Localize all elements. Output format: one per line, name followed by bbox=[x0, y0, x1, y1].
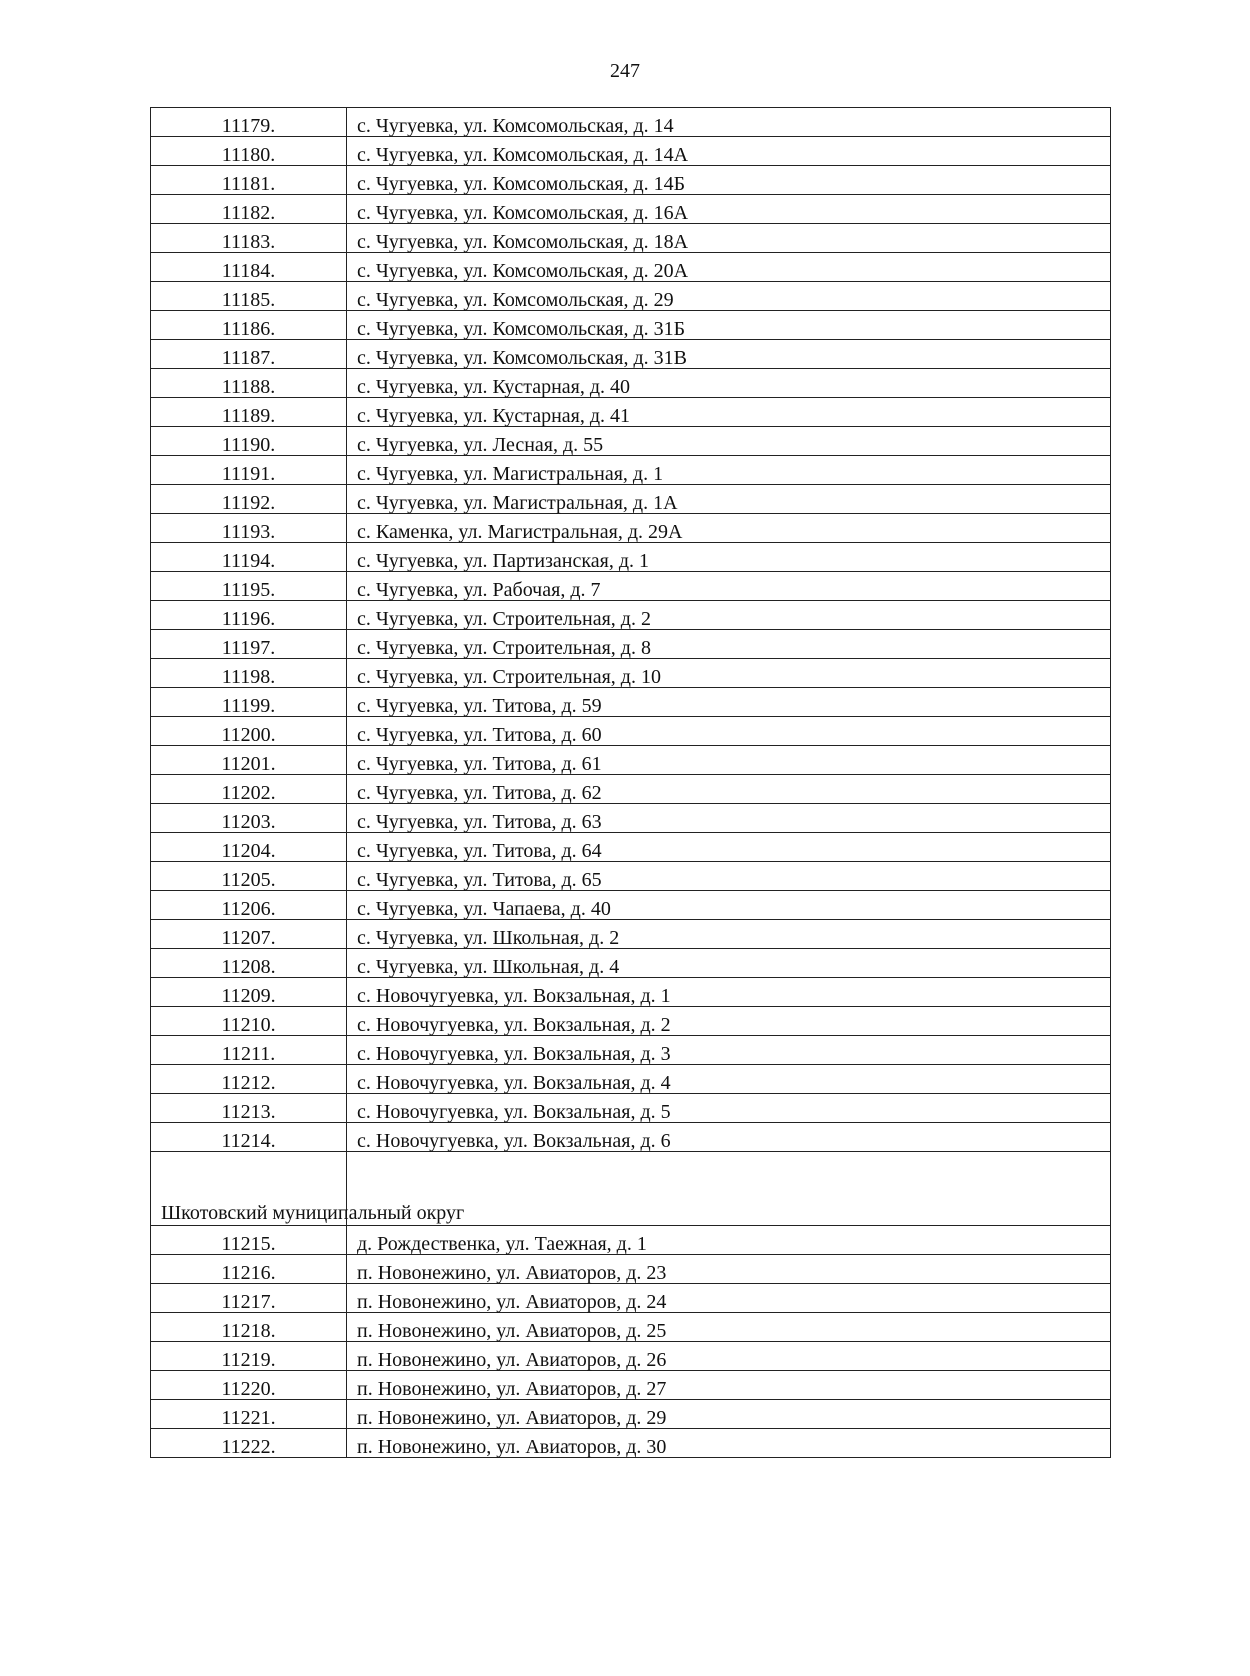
row-number: 11221. bbox=[151, 1400, 347, 1429]
row-address: п. Новонежино, ул. Авиаторов, д. 23 bbox=[347, 1255, 1111, 1284]
row-address: п. Новонежино, ул. Авиаторов, д. 30 bbox=[347, 1429, 1111, 1458]
row-address: с. Чугуевка, ул. Титова, д. 65 bbox=[347, 862, 1111, 891]
row-address: с. Новочугуевка, ул. Вокзальная, д. 4 bbox=[347, 1065, 1111, 1094]
table-row bbox=[151, 862, 1111, 891]
row-address: с. Чугуевка, ул. Партизанская, д. 1 bbox=[347, 543, 1111, 572]
row-address: с. Чугуевка, ул. Строительная, д. 2 bbox=[347, 601, 1111, 630]
section-header-row-group bbox=[151, 1152, 1111, 1226]
row-number: 11187. bbox=[151, 340, 347, 369]
row-number: 11212. bbox=[151, 1065, 347, 1094]
row-number: 11191. bbox=[151, 456, 347, 485]
row-address: с. Новочугуевка, ул. Вокзальная, д. 5 bbox=[347, 1094, 1111, 1123]
table-row bbox=[151, 688, 1111, 717]
row-address: с. Чугуевка, ул. Магистральная, д. 1 bbox=[347, 456, 1111, 485]
row-address: с. Чугуевка, ул. Титова, д. 63 bbox=[347, 804, 1111, 833]
table-row bbox=[151, 1007, 1111, 1036]
row-address: с. Чугуевка, ул. Чапаева, д. 40 bbox=[347, 891, 1111, 920]
row-number: 11204. bbox=[151, 833, 347, 862]
row-number: 11217. bbox=[151, 1284, 347, 1313]
row-number: 11197. bbox=[151, 630, 347, 659]
table-row bbox=[151, 659, 1111, 688]
table-row bbox=[151, 108, 1111, 137]
row-number: 11213. bbox=[151, 1094, 347, 1123]
table-row bbox=[151, 891, 1111, 920]
row-address: с. Чугуевка, ул. Комсомольская, д. 31В bbox=[347, 340, 1111, 369]
table-row bbox=[151, 369, 1111, 398]
row-number: 11220. bbox=[151, 1371, 347, 1400]
row-number: 11182. bbox=[151, 195, 347, 224]
table-row bbox=[151, 1429, 1111, 1458]
row-address: с. Новочугуевка, ул. Вокзальная, д. 1 bbox=[347, 978, 1111, 1007]
row-address: с. Чугуевка, ул. Титова, д. 62 bbox=[347, 775, 1111, 804]
table-row bbox=[151, 224, 1111, 253]
row-number: 11180. bbox=[151, 137, 347, 166]
row-number: 11218. bbox=[151, 1313, 347, 1342]
table-row bbox=[151, 1094, 1111, 1123]
row-address: п. Новонежино, ул. Авиаторов, д. 26 bbox=[347, 1342, 1111, 1371]
row-address: с. Чугуевка, ул. Титова, д. 59 bbox=[347, 688, 1111, 717]
table-row bbox=[151, 253, 1111, 282]
row-number: 11214. bbox=[151, 1123, 347, 1152]
row-number: 11196. bbox=[151, 601, 347, 630]
row-address: п. Новонежино, ул. Авиаторов, д. 25 bbox=[347, 1313, 1111, 1342]
table-row bbox=[151, 804, 1111, 833]
table-row bbox=[151, 427, 1111, 456]
row-number: 11184. bbox=[151, 253, 347, 282]
table-row bbox=[151, 1036, 1111, 1065]
row-address: с. Чугуевка, ул. Титова, д. 60 bbox=[347, 717, 1111, 746]
section-row bbox=[151, 1152, 1111, 1226]
row-number: 11189. bbox=[151, 398, 347, 427]
table-row bbox=[151, 485, 1111, 514]
table-row bbox=[151, 1123, 1111, 1152]
page-number: 247 bbox=[610, 60, 640, 82]
row-number: 11205. bbox=[151, 862, 347, 891]
table-row bbox=[151, 1400, 1111, 1429]
table-row bbox=[151, 1065, 1111, 1094]
row-address: с. Новочугуевка, ул. Вокзальная, д. 2 bbox=[347, 1007, 1111, 1036]
row-address: с. Чугуевка, ул. Кустарная, д. 41 bbox=[347, 398, 1111, 427]
row-number: 11188. bbox=[151, 369, 347, 398]
row-number: 11222. bbox=[151, 1429, 347, 1458]
row-number: 11211. bbox=[151, 1036, 347, 1065]
row-number: 11207. bbox=[151, 920, 347, 949]
address-table bbox=[150, 107, 1111, 1458]
row-address: п. Новонежино, ул. Авиаторов, д. 29 bbox=[347, 1400, 1111, 1429]
table-row bbox=[151, 833, 1111, 862]
row-address: с. Чугуевка, ул. Комсомольская, д. 14Б bbox=[347, 166, 1111, 195]
row-address: с. Чугуевка, ул. Комсомольская, д. 14А bbox=[347, 137, 1111, 166]
row-address: с. Чугуевка, ул. Строительная, д. 8 bbox=[347, 630, 1111, 659]
row-number: 11198. bbox=[151, 659, 347, 688]
row-number: 11183. bbox=[151, 224, 347, 253]
row-address: с. Чугуевка, ул. Комсомольская, д. 18А bbox=[347, 224, 1111, 253]
table-row bbox=[151, 282, 1111, 311]
row-number: 11181. bbox=[151, 166, 347, 195]
row-number: 11209. bbox=[151, 978, 347, 1007]
table-row bbox=[151, 920, 1111, 949]
row-number: 11186. bbox=[151, 311, 347, 340]
row-number: 11208. bbox=[151, 949, 347, 978]
row-number: 11216. bbox=[151, 1255, 347, 1284]
row-number: 11195. bbox=[151, 572, 347, 601]
table-row bbox=[151, 1284, 1111, 1313]
table-row bbox=[151, 978, 1111, 1007]
row-address: с. Чугуевка, ул. Кустарная, д. 40 bbox=[347, 369, 1111, 398]
table-row bbox=[151, 543, 1111, 572]
table-row bbox=[151, 311, 1111, 340]
table-row bbox=[151, 1371, 1111, 1400]
row-number: 11203. bbox=[151, 804, 347, 833]
row-number: 11179. bbox=[151, 108, 347, 137]
row-number: 11193. bbox=[151, 514, 347, 543]
row-address: с. Каменка, ул. Магистральная, д. 29А bbox=[347, 514, 1111, 543]
table-row bbox=[151, 166, 1111, 195]
row-number: 11215. bbox=[151, 1226, 347, 1255]
row-address: с. Чугуевка, ул. Титова, д. 61 bbox=[347, 746, 1111, 775]
section-label-shkotovsky: Шкотовский муниципальный округ bbox=[151, 1152, 347, 1226]
row-number: 11202. bbox=[151, 775, 347, 804]
row-address: с. Чугуевка, ул. Строительная, д. 10 bbox=[347, 659, 1111, 688]
table-row bbox=[151, 456, 1111, 485]
table-row bbox=[151, 137, 1111, 166]
table-row bbox=[151, 572, 1111, 601]
table-row bbox=[151, 717, 1111, 746]
table-row bbox=[151, 1226, 1111, 1255]
row-address: с. Чугуевка, ул. Лесная, д. 55 bbox=[347, 427, 1111, 456]
row-number: 11210. bbox=[151, 1007, 347, 1036]
row-address: с. Чугуевка, ул. Школьная, д. 4 bbox=[347, 949, 1111, 978]
row-number: 11190. bbox=[151, 427, 347, 456]
row-number: 11201. bbox=[151, 746, 347, 775]
table-row bbox=[151, 601, 1111, 630]
row-address: с. Чугуевка, ул. Комсомольская, д. 14 bbox=[347, 108, 1111, 137]
table-row bbox=[151, 949, 1111, 978]
table-row bbox=[151, 1255, 1111, 1284]
row-address: с. Новочугуевка, ул. Вокзальная, д. 3 bbox=[347, 1036, 1111, 1065]
table-row bbox=[151, 195, 1111, 224]
row-number: 11185. bbox=[151, 282, 347, 311]
row-address: с. Чугуевка, ул. Титова, д. 64 bbox=[347, 833, 1111, 862]
table-body-shkotovsky bbox=[151, 1226, 1111, 1458]
table-row bbox=[151, 746, 1111, 775]
row-address: с. Чугуевка, ул. Рабочая, д. 7 bbox=[347, 572, 1111, 601]
row-address: с. Чугуевка, ул. Школьная, д. 2 bbox=[347, 920, 1111, 949]
row-address: с. Чугуевка, ул. Комсомольская, д. 20А bbox=[347, 253, 1111, 282]
table-row bbox=[151, 775, 1111, 804]
row-number: 11192. bbox=[151, 485, 347, 514]
table-body-chuguevsky bbox=[151, 108, 1111, 1152]
row-number: 11206. bbox=[151, 891, 347, 920]
row-number: 11199. bbox=[151, 688, 347, 717]
row-address: д. Рождественка, ул. Таежная, д. 1 bbox=[347, 1226, 1111, 1255]
row-number: 11200. bbox=[151, 717, 347, 746]
table-row bbox=[151, 1313, 1111, 1342]
row-number: 11194. bbox=[151, 543, 347, 572]
row-address: с. Чугуевка, ул. Магистральная, д. 1А bbox=[347, 485, 1111, 514]
row-address: п. Новонежино, ул. Авиаторов, д. 24 bbox=[347, 1284, 1111, 1313]
table-row bbox=[151, 398, 1111, 427]
row-address: с. Новочугуевка, ул. Вокзальная, д. 6 bbox=[347, 1123, 1111, 1152]
row-address: с. Чугуевка, ул. Комсомольская, д. 29 bbox=[347, 282, 1111, 311]
table-row bbox=[151, 514, 1111, 543]
row-address: п. Новонежино, ул. Авиаторов, д. 27 bbox=[347, 1371, 1111, 1400]
table-row bbox=[151, 340, 1111, 369]
table-row bbox=[151, 630, 1111, 659]
row-address: с. Чугуевка, ул. Комсомольская, д. 16А bbox=[347, 195, 1111, 224]
row-address: с. Чугуевка, ул. Комсомольская, д. 31Б bbox=[347, 311, 1111, 340]
table-row bbox=[151, 1342, 1111, 1371]
row-number: 11219. bbox=[151, 1342, 347, 1371]
